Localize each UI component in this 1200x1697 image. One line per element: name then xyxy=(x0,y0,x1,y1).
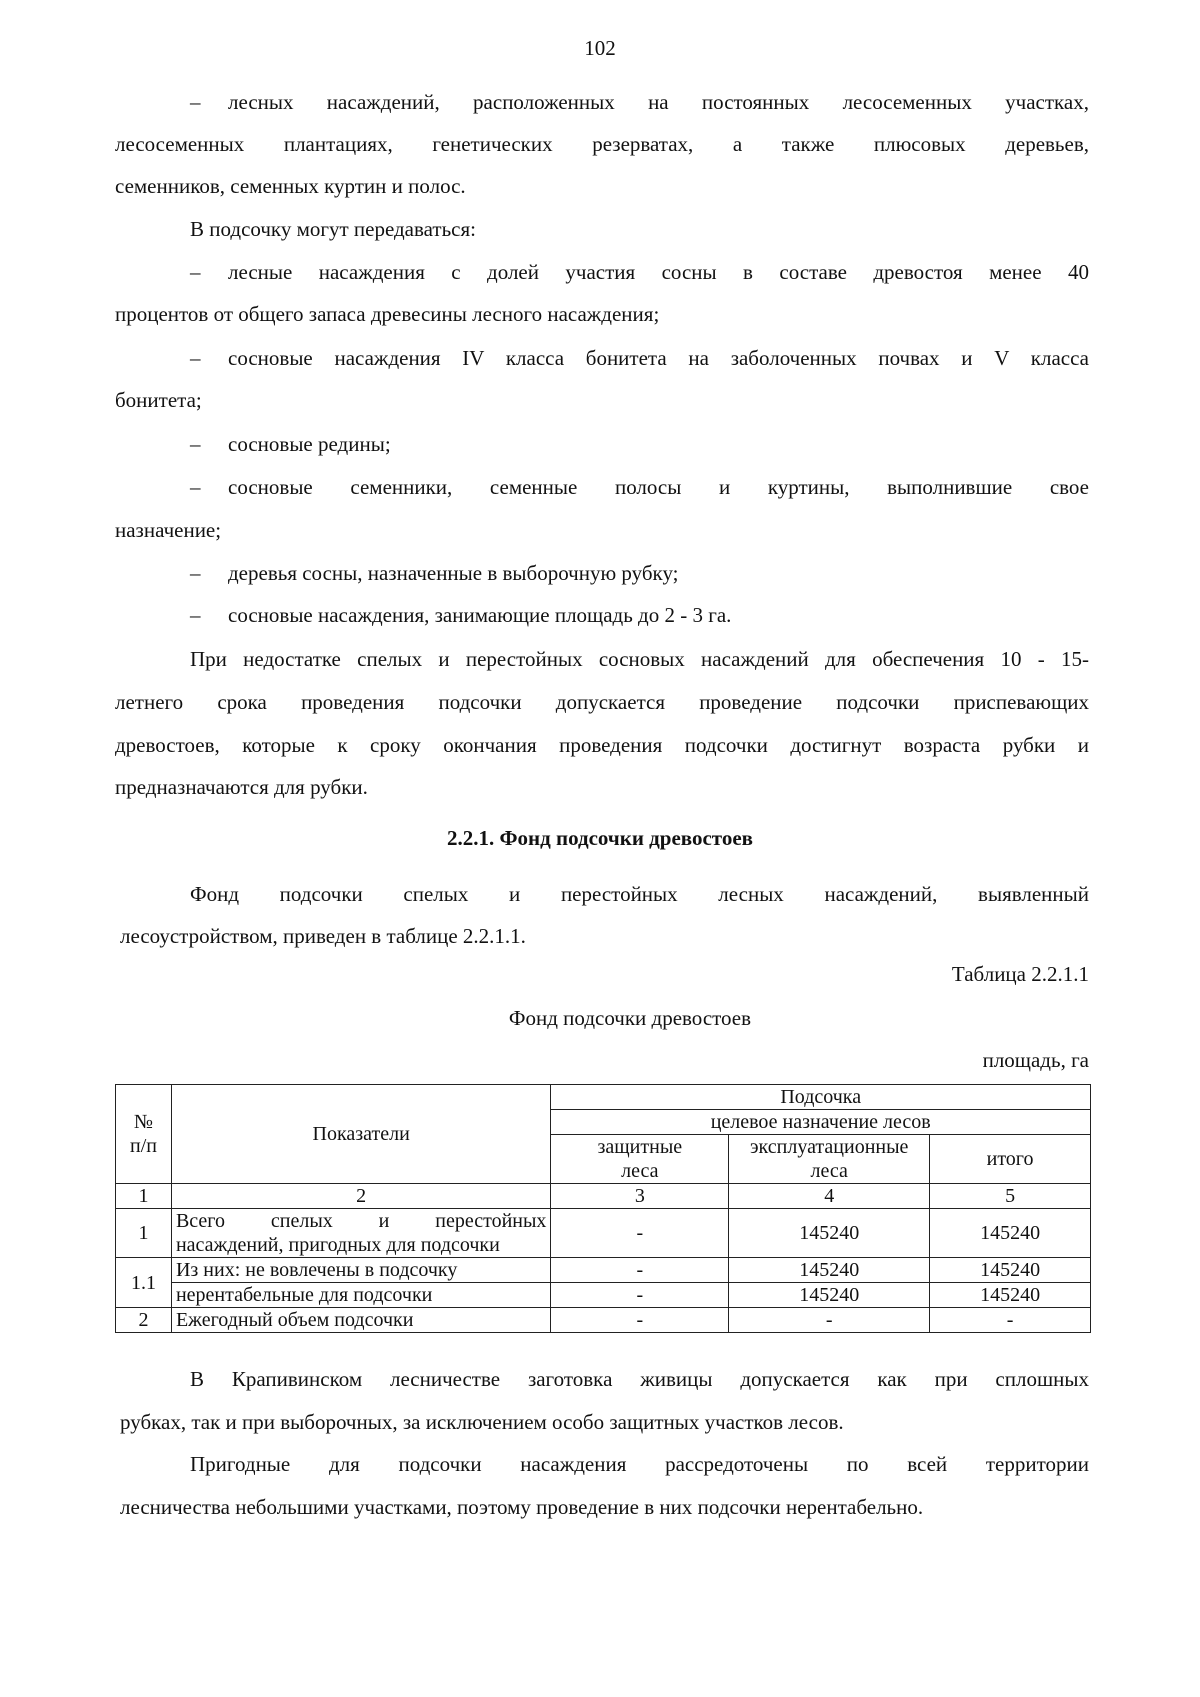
intro-item-line-2: лесосеменных плантациях, генетических резерватах, а также плюсовых деревьев, xyxy=(115,132,1089,156)
table-row xyxy=(116,1209,1091,1258)
intro-item-line-1: лесных насаждений, расположенных на постоянных лесосеменных участках, xyxy=(228,90,1089,114)
row-total: 145240 xyxy=(930,1283,1091,1308)
dash-marker: – xyxy=(190,346,201,370)
list-item-4 xyxy=(190,473,1089,501)
header-total: итого xyxy=(930,1135,1091,1184)
list-item-1-line-2: процентов от общего запаса древесины лесного насаждения; xyxy=(115,302,660,326)
list-item-6 xyxy=(190,601,1089,629)
paragraph-transfer: В подсочку могут передаваться: xyxy=(190,217,476,241)
column-number: 4 xyxy=(729,1184,930,1209)
dash-marker: – xyxy=(190,603,201,627)
row-protective: - xyxy=(551,1209,729,1258)
row-num: 2 xyxy=(116,1308,172,1333)
list-item-1 xyxy=(190,258,1089,286)
list-item-3-text: сосновые редины; xyxy=(228,432,391,456)
dash-marker: – xyxy=(190,561,201,585)
paragraph-krapivino-line-1: В Крапивинском лесничестве заготовка живицы допускается как при сплошных xyxy=(190,1367,1089,1391)
row-exploitation: - xyxy=(729,1308,930,1333)
list-item-1-line-1: лесные насаждения с долей участия сосны в составе древостоя менее 40 xyxy=(228,260,1089,284)
header-purpose: целевое назначение лесов xyxy=(551,1110,1091,1135)
header-podsochka: Подсочка xyxy=(551,1085,1091,1110)
column-number: 3 xyxy=(551,1184,729,1209)
row-total: 145240 xyxy=(930,1209,1091,1258)
paragraph-shortage-line-1: При недостатке спелых и перестойных сосновых насаждений для обеспечения 10 - 15- xyxy=(190,647,1089,671)
list-item-2 xyxy=(190,344,1089,372)
page-number: 102 xyxy=(584,36,616,60)
paragraph-shortage-line-2: летнего срока проведения подсочки допускается проведение подсочки приспевающих xyxy=(115,690,1089,714)
row-label: Из них: не вовлечены в подсочку xyxy=(171,1258,550,1283)
table-title: Фонд подсочки древостоев xyxy=(508,1006,752,1030)
table-row xyxy=(116,1308,1091,1333)
table-column-numbers-row xyxy=(116,1184,1091,1209)
intro-item-line-3: семенников, семенных куртин и полос. xyxy=(115,174,466,198)
section-heading: 2.2.1. Фонд подсочки древостоев xyxy=(446,826,754,850)
table-row xyxy=(116,1283,1091,1308)
header-protective: защитные леса xyxy=(551,1135,729,1184)
list-item-4-line-2: назначение; xyxy=(115,518,222,542)
paragraph-suitable-line-2: лесничества небольшими участками, поэтому проведение в них подсочки нерентабельно. xyxy=(120,1495,924,1519)
dash-marker: – xyxy=(190,90,201,114)
row-num: 1.1 xyxy=(116,1258,172,1308)
header-exploitation: эксплуатационные леса xyxy=(729,1135,930,1184)
table-label: Таблица 2.2.1.1 xyxy=(951,962,1089,986)
list-item-6-text: сосновые насаждения, занимающие площадь до 2 - 3 га. xyxy=(228,603,732,627)
row-label-line-2: насаждений, пригодных для подсочки xyxy=(175,1234,500,1256)
row-label: Ежегодный объем подсочки xyxy=(171,1308,550,1333)
list-item-5 xyxy=(190,559,1089,587)
paragraph-shortage-line-4: предназначаются для рубки. xyxy=(115,775,368,799)
dash-marker: – xyxy=(190,260,201,284)
list-item-2-line-2: бонитета; xyxy=(115,388,202,412)
row-protective: - xyxy=(551,1308,729,1333)
list-item-2-line-1: сосновые насаждения IV класса бонитета на заболоченных почвах и V класса xyxy=(228,346,1089,370)
row-total: - xyxy=(930,1308,1091,1333)
row-exploitation: 145240 xyxy=(729,1209,930,1258)
row-protective: - xyxy=(551,1283,729,1308)
dash-marker: – xyxy=(190,432,201,456)
paragraph-suitable-line-1: Пригодные для подсочки насаждения рассредоточены по всей территории xyxy=(190,1452,1089,1476)
row-label-line-1: Всего спелых и перестойных xyxy=(175,1210,547,1232)
row-exploitation: 145240 xyxy=(729,1258,930,1283)
row-num: 1 xyxy=(116,1209,172,1258)
list-item-3 xyxy=(190,430,1089,458)
column-number: 1 xyxy=(116,1184,172,1209)
dash-marker: – xyxy=(190,475,201,499)
table-row xyxy=(116,1258,1091,1283)
row-protective: - xyxy=(551,1258,729,1283)
paragraph-fund-line-2: лесоустройством, приведен в таблице 2.2.1.1. xyxy=(120,924,526,948)
row-label: нерентабельные для подсочки xyxy=(171,1283,550,1308)
column-number: 2 xyxy=(171,1184,550,1209)
table-header-row xyxy=(116,1085,1091,1110)
table-units: площадь, га xyxy=(982,1048,1089,1072)
row-exploitation: 145240 xyxy=(729,1283,930,1308)
header-indicators: Показатели xyxy=(171,1085,550,1184)
row-total: 145240 xyxy=(930,1258,1091,1283)
list-item-5-text: деревья сосны, назначенные в выборочную рубку; xyxy=(228,561,679,585)
intro-list-item xyxy=(190,88,1089,116)
paragraph-fund-line-1: Фонд подсочки спелых и перестойных лесных насаждений, выявленный xyxy=(190,882,1089,906)
fund-table xyxy=(115,1084,1091,1333)
column-number: 5 xyxy=(930,1184,1091,1209)
paragraph-shortage-line-3: древостоев, которые к сроку окончания проведения подсочки достигнут возраста рубки и xyxy=(115,733,1089,757)
row-label xyxy=(171,1209,550,1258)
paragraph-krapivino-line-2: рубках, так и при выборочных, за исключением особо защитных участков лесов. xyxy=(120,1410,844,1434)
list-item-4-line-1: сосновые семенники, семенные полосы и куртины, выполнившие свое xyxy=(228,475,1089,499)
header-num: № п/п xyxy=(116,1085,172,1184)
